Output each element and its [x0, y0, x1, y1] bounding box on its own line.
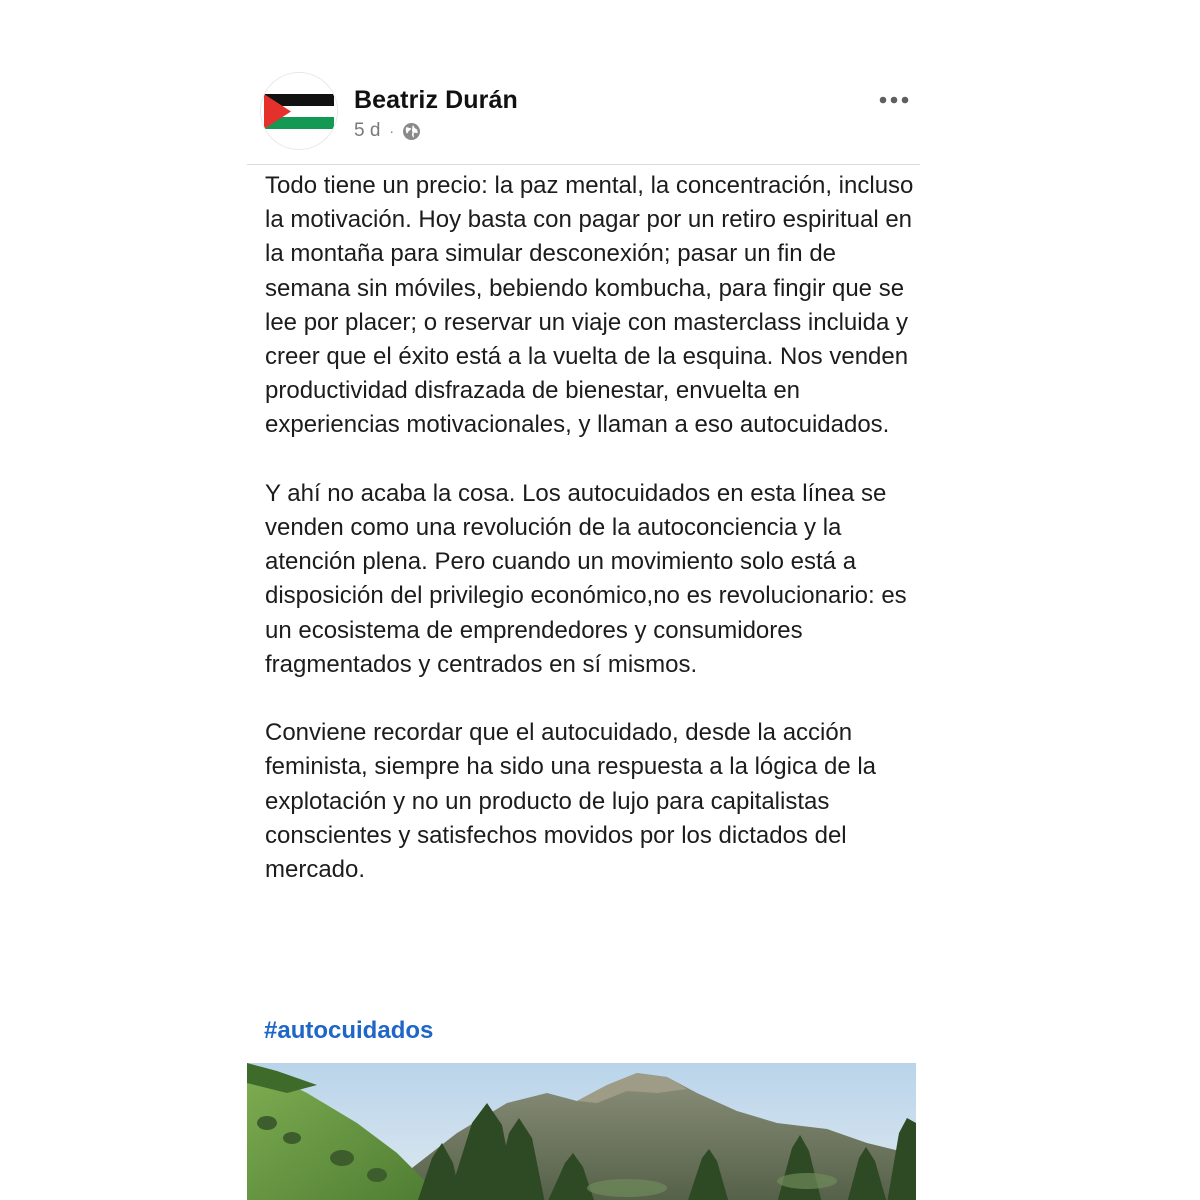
author-name[interactable]: Beatriz Durán: [354, 86, 518, 114]
header-divider: [247, 164, 920, 165]
post-time[interactable]: 5 d: [354, 120, 381, 141]
mountain-landscape-photo: [247, 1063, 916, 1200]
post-meta: [354, 120, 421, 142]
avatar[interactable]: [261, 73, 337, 149]
paragraph-1: Todo tiene un precio: la paz mental, la concentración, incluso la motivación. Hoy basta con pagar por un retiro espiritual en la montaña para simular desconexión; pasar un fin de semana sin móviles, bebiendo kombucha, para fingir que se lee por placer; o reservar un viaje con masterclass incluida y creer que el éxito está a la vuelta de la esquina. Nos venden productividad disfrazada de bienestar, envuelta en experiencias motivacionales, y llaman a eso autocuidados.: [265, 172, 914, 439]
post-header: [247, 70, 920, 166]
facebook-post: [247, 70, 920, 1044]
post-body: [265, 169, 915, 921]
globe-icon[interactable]: [402, 122, 421, 141]
paragraph-3: Conviene recordar que el autocuidado, desde la acción feminista, siempre ha sido una respuesta a la lógica de la explotación y no un producto de lujo para capitalistas conscientes y satisfechos movidos por los dictados del mercado.: [265, 719, 877, 884]
more-options-icon[interactable]: [877, 90, 913, 110]
meta-separator: ·: [389, 123, 395, 139]
post-image[interactable]: [247, 1063, 916, 1200]
paragraph-2: Y ahí no acaba la cosa. Los autocuidados en esta línea se venden como una revolución de la autoconciencia y la atención plena. Pero cuando un movimiento solo está a disposición del privilegio económico,no es revolucionario: es un ecosistema de emprendedores y consumidores fragmentados y centrados en sí mismos.: [265, 479, 907, 678]
palestine-flag-icon: [261, 73, 337, 149]
hashtag-link[interactable]: #autocuidados: [264, 1017, 434, 1044]
